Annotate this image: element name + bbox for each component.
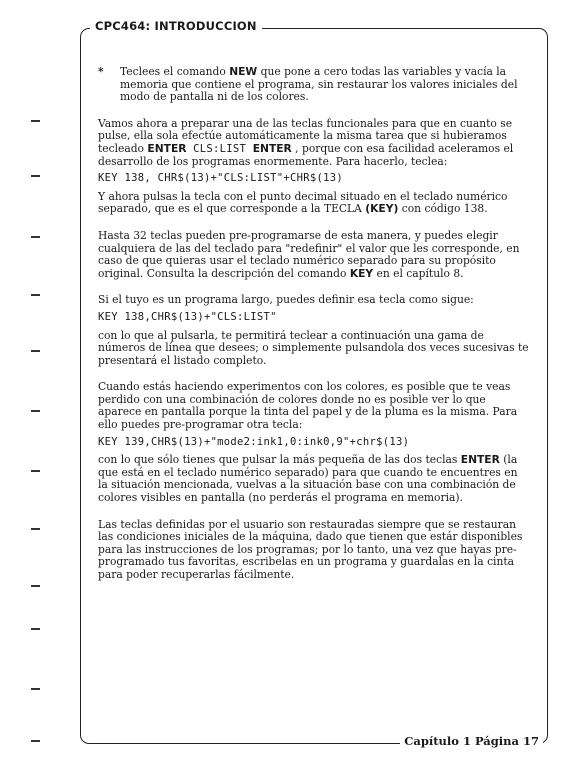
paragraph-colors: Cuando estás haciendo experimentos con los colores, es posible que te veas perdido con una combinación de colores donde no es posible ver lo que aparece en pantalla porque la tinta del papel y de la pluma es la misma. Para ello puedes pre-programar otra tecla: — [98, 380, 518, 432]
margin-mark — [31, 585, 40, 587]
margin-mark — [31, 175, 40, 177]
margin-mark — [31, 628, 40, 630]
page-footer-label: Capítulo 1 Página 17 — [400, 734, 543, 748]
keyword-key: (KEY) — [365, 202, 399, 216]
code-line-2: KEY 138,CHR$(13)+"CLS:LIST" — [98, 310, 277, 323]
code-line-3: KEY 139,CHR$(13)+"mode2:ink1,0:ink0,9"+chr$(13) — [98, 435, 410, 448]
paragraph-line-range: con lo que al pulsarla, te permitirá teclear a continuación una gama de números de línea que desees; o simplemente pulsandola dos veces sucesivas te presentará el listado completo. — [98, 328, 529, 367]
margin-mark — [31, 120, 40, 122]
page-header-title: CPC464: INTRODUCCION — [90, 19, 262, 33]
inline-code: CLS:LIST — [186, 142, 253, 155]
keyword-enter: ENTER — [460, 453, 500, 467]
margin-mark — [31, 740, 40, 742]
keyword-enter: ENTER — [252, 141, 292, 155]
paragraph-prepare-key: Vamos ahora a preparar una de las teclas funcionales para que en cuanto se pulse, ella sola efectúe automáticamente la misma tarea que si hubieramos tecleado ENTER CLS:LIST ENTER , porque con esa facilidad aceleramos el desarrollo de los programas enormemente. Para hacerlo, teclea: — [98, 116, 514, 168]
paragraph-long-program: Si el tuyo es un programa largo, puedes definir esa tecla como sigue: — [98, 293, 474, 307]
margin-mark — [31, 470, 40, 472]
bullet-star-icon: * — [98, 65, 104, 78]
margin-mark — [31, 688, 40, 690]
paragraph-32-keys: Hasta 32 teclas pueden pre-programarse de esta manera, y puedes elegir cualquiera de las del teclado para "redefinir" el valor que les corresponde, en caso de que quieras usar el teclado numérico separado para su propósito original. Consulta la descripción del comando KEY en el capítulo 8. — [98, 228, 520, 280]
margin-mark — [31, 528, 40, 530]
page-body — [98, 66, 530, 582]
keyword-enter: ENTER — [147, 141, 187, 155]
margin-mark — [31, 294, 40, 296]
paragraph-user-keys: Las teclas definidas por el usuario son restauradas siempre que se restauran las condiciones iniciales de la máquina, dado que tienen que estár disponibles para las instrucciones de los programas; por lo tanto, una vez que hayas pre-programado tus favoritas, escribelas en un programa y guardalas en la cinta para poder recuperarlas fácilmente. — [98, 517, 523, 581]
margin-mark — [31, 350, 40, 352]
paragraph-decimal-key: Y ahora pulsas la tecla con el punto decimal situado en el teclado numérico separado, que es el que corresponde a la TECLA (KEY) con código 138. — [98, 189, 508, 216]
margin-mark — [31, 236, 40, 238]
keyword-key: KEY — [349, 266, 374, 280]
margin-mark — [31, 410, 40, 412]
paragraph-enter-small: con lo que sólo tienes que pulsar la más pequeña de las dos teclas ENTER (la que está en el teclado numérico separado) para que cuando te encuentres en la situación mencionada, vuelvas a la situación base con una combinación de colores visibles en pantalla (no perderás el programa en memoria). — [98, 453, 518, 505]
code-line-1: KEY 138, CHR$(13)+"CLS:LIST"+CHR$(13) — [98, 172, 343, 185]
bullet-new-command: * Teclees el comando NEW que pone a cero todas las variables y vacía la memoria que contiene el programa, sin restaurar los valores iniciales del modo de pantalla ni de los colores. — [98, 65, 518, 104]
keyword-new: NEW — [229, 65, 258, 78]
